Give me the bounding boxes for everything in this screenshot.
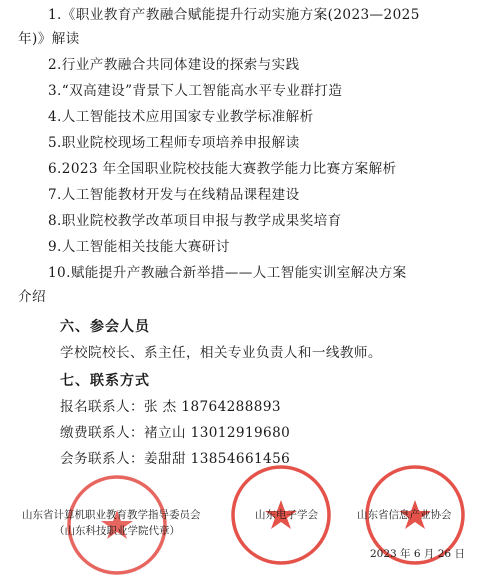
agenda-item-2: 2.行业产教融合共同体建设的探索与实践 <box>48 57 300 73</box>
contacts-heading: 七、联系方式 <box>60 373 150 389</box>
agenda-item-10: 10.赋能提升产教融合新举措——人工智能实训室解决方案 <box>48 265 407 281</box>
agenda-item-6: 6.2023 年全国职业院校技能大赛教学能力比赛方案解析 <box>48 161 397 177</box>
contact-registration: 报名联系人：张 杰 18764288893 <box>60 399 281 415</box>
org-1-seal-note: （山东科技职业学院代章） <box>54 525 180 537</box>
signature-date: 2023 年 6 月 26 日 <box>370 548 465 560</box>
contact-affairs: 会务联系人：姜甜甜 13854661456 <box>60 451 291 467</box>
agenda-item-8: 8.职业院校教学改革项目申报与教学成果奖培育 <box>48 213 342 229</box>
agenda-item-5: 5.职业院校现场工程师专项培养申报解读 <box>48 135 300 151</box>
agenda-item-9: 9.人工智能相关技能大赛研讨 <box>48 239 230 255</box>
org-1-name: 山东省计算机职业教育教学指导委员会 <box>22 509 201 521</box>
agenda-item-1: 1.《职业教育产教融合赋能提升行动实施方案(2023—2025 <box>48 7 420 23</box>
agenda-item-10-cont: 介绍 <box>18 289 46 305</box>
org-2-name: 山东电子学会 <box>255 509 318 521</box>
agenda-item-4: 4.人工智能技术应用国家专业教学标准解析 <box>48 109 314 125</box>
attendees-text: 学校院校长、系主任，相关专业负责人和一线教师。 <box>60 345 382 361</box>
agenda-item-3: 3.“双高建设”背景下人工智能高水平专业群打造 <box>48 83 343 99</box>
agenda-item-1-cont: 年)》解读 <box>18 31 80 47</box>
agenda-item-7: 7.人工智能教材开发与在线精品课程建设 <box>48 187 300 203</box>
attendees-heading: 六、参会人员 <box>60 319 150 335</box>
contact-payment: 缴费联系人：褚立山 13012919680 <box>60 425 291 441</box>
org-3-name: 山东省信息产业协会 <box>357 509 452 521</box>
